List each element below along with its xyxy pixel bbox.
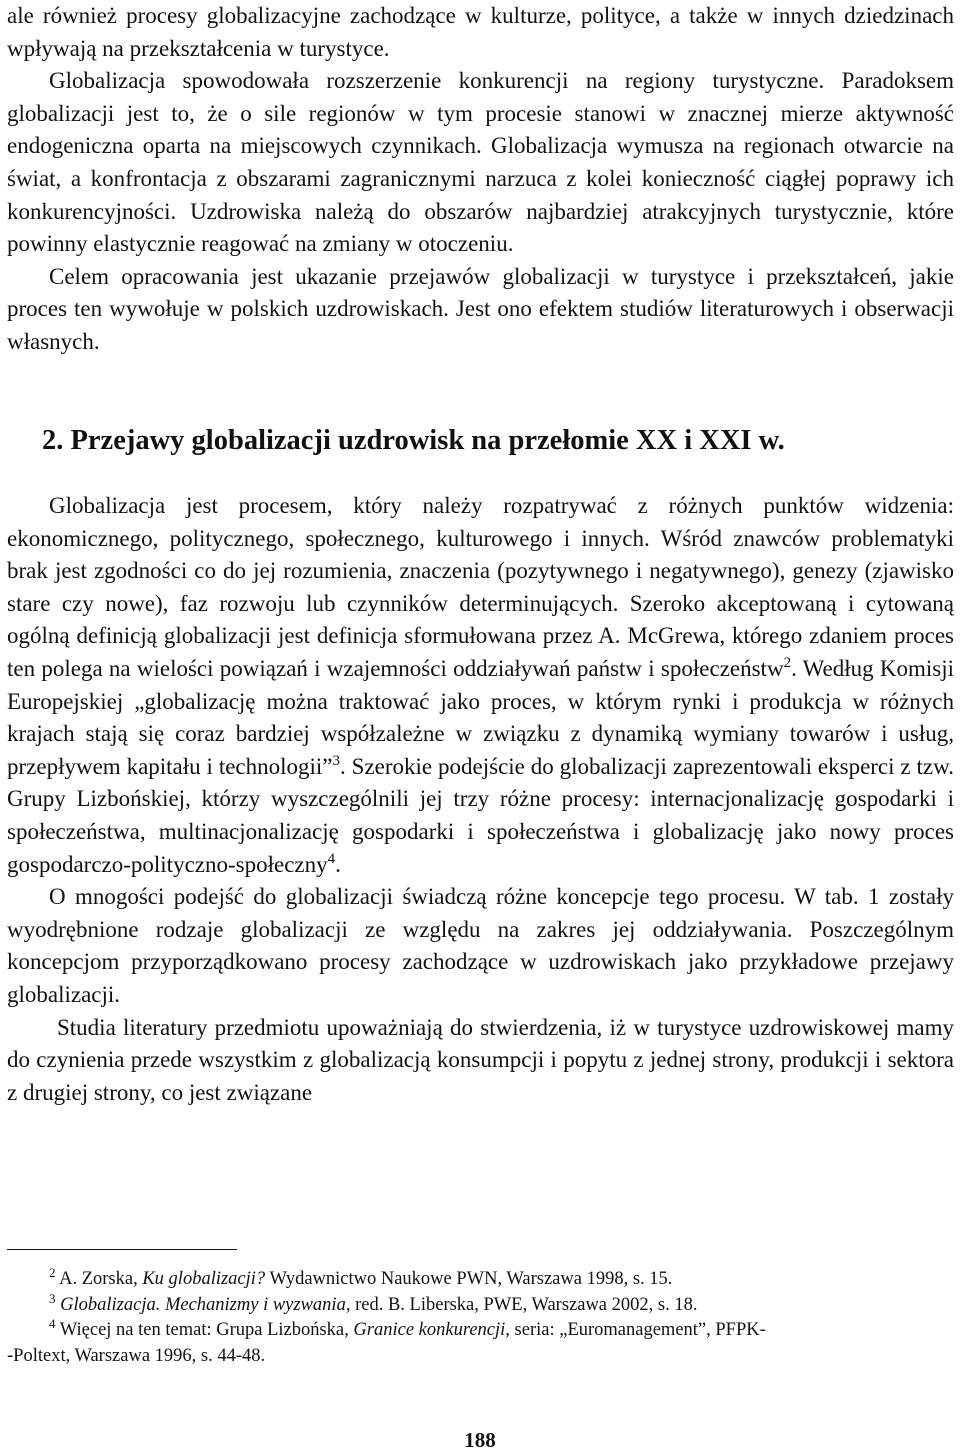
footnote-ref[interactable]: 4 (327, 850, 336, 867)
paragraph: Studia literatury przedmiotu upoważniają do stwierdzenia, iż w turystyce uzdrowiskowej mamy do czynienia przede wszystkim z globalizacją konsumpcji i popytu z jednej strony, produkcji i sektora z drugiej strony, co jest związane (7, 1014, 954, 1105)
section-intro-text (7, 0, 954, 359)
section-body-text (7, 490, 954, 1109)
footnote-continuation: -Poltext, Warszawa 1996, s. 44-48. (7, 1345, 266, 1366)
paragraph: O mnogości podejść do globalizacji świadczą różne koncepcje tego procesu. W tab. 1 zostały wyodrębnione rodzaje globalizacji ze względu na zakres jej oddziaływania. Poszczególnym koncepcjom przyporządkowano procesy zachodzące w uzdrowiskach jako przykładowe przejawy globalizacji. (7, 884, 954, 1007)
footnote-title: Ku globalizacji? (142, 1269, 266, 1289)
paragraph (7, 490, 954, 881)
footnote-number: 2 (49, 1265, 56, 1280)
footnote (7, 1318, 954, 1344)
footnote-ref[interactable]: 2 (783, 654, 792, 671)
footnote-text: A. Zorska, (59, 1269, 143, 1289)
footnotes (7, 1267, 954, 1369)
footnote (7, 1267, 954, 1293)
footnote-separator (7, 1249, 237, 1250)
footnote-number: 4 (49, 1316, 56, 1331)
footnote-title: Globalizacja. Mechanizmy i wyzwania (60, 1294, 346, 1315)
text-run: . (335, 851, 341, 877)
paragraph: ale również procesy globalizacyjne zachodzące w kulturze, polityce, a także w innych dziedzinach wpływają na przekształcenia w turystyce. (7, 3, 954, 61)
footnote-title: Granice konkurencji (353, 1320, 506, 1340)
text-run: . Według Komisji Europejskiej „globalizację można traktować jako proces, w którym rynki i produkcja w różnych krajach stają się coraz bardziej współzależne w związku z dynamiką wymiany towarów i usług, przepływem kapitału i technologii” (7, 655, 954, 779)
footnote-text: Więcej na ten temat: Grupa Lizbońska, (59, 1320, 354, 1340)
footnote-text: Wydawnictwo Naukowe PWN, Warszawa 1998, s. 15. (265, 1269, 673, 1289)
footnote (7, 1290, 954, 1319)
footnote-text: , red. B. Liberska, PWE, Warszawa 2002, s. 18. (345, 1294, 698, 1315)
footnote-ref[interactable]: 3 (332, 752, 341, 769)
paragraph: Celem opracowania jest ukazanie przejawów globalizacji w turystyce i przekształceń, jakie proces ten wywołuje w polskich uzdrowiskach. Jest ono efektem studiów literaturowych i obserwacji własnych. (7, 263, 954, 354)
paragraph: Globalizacja spowodowała rozszerzenie konkurencji na regiony turystyczne. Paradoksem globalizacji jest to, że o sile regionów w tym procesie stanowi w znacznej mierze aktywność endogeniczna oparta na miejscowych czynnikach. Globalizacja wymusza na regionach otwarcie na świat, a konfrontacja z obszarami zagranicznymi narzuca z kolei konieczność ciągłej poprawy ich konkurencyjności. Uzdrowiska należą do obszarów najbardziej atrakcyjnych turystycznie, które powinny elastycznie reagować na zmiany w otoczeniu. (7, 68, 954, 257)
footnote-text: , seria: „Euromanagement”, PFPK- (505, 1320, 766, 1340)
page-number: 188 (464, 1428, 496, 1452)
text-run: Globalizacja jest procesem, który należy rozpatrywać z różnych punktów widzenia: ekonomicznego, politycznego, społecznego, kulturowego i innych. Wśród znawców problematyki brak jest zgodności co do jej rozumienia, znaczenia (pozytywnego i negatywnego), genezy (zjawisko stare czy nowe), faz rozwoju lub czynników determinujących. Szeroko akceptowaną i cytowaną ogólną definicją globalizacji jest definicja sformułowana przez A. McGrewa, którego zdaniem proces ten polega na wielości powiązań i wzajemności oddziaływań państw i społeczeństw (7, 493, 954, 681)
section-heading: 2. Przejawy globalizacji uzdrowisk na przełomie XX i XXI w. (42, 425, 785, 456)
text-run: . Szerokie podejście do globalizacji zaprezentowali eksperci z tzw. Grupy Lizbońskiej, którzy wyszczególnili jej trzy różne procesy: internacjonalizację gospodarki i społeczeństwa, multinacjonalizację gospodarki i społeczeństwa i globalizację jako nowy proces gospodarczo-polityczno-społeczny (7, 753, 954, 877)
footnote-number: 3 (49, 1290, 56, 1306)
